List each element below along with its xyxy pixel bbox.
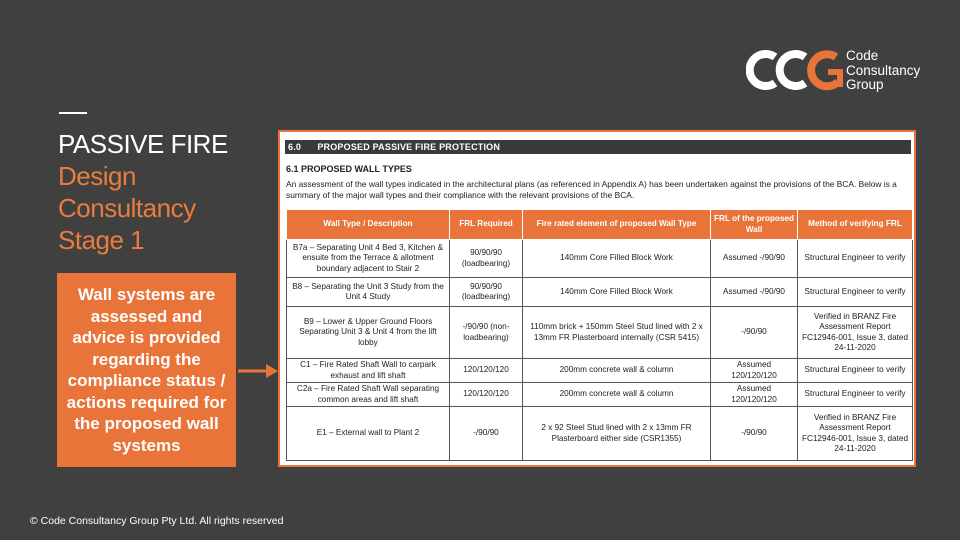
table-cell: 90/90/90 (loadbearing): [450, 240, 523, 278]
title-accent-line: [59, 112, 87, 114]
table-cell: -/90/90: [711, 407, 798, 461]
table-cell: 120/120/120: [450, 359, 523, 383]
header-frl-proposed: FRL of the proposed Wall: [711, 210, 798, 240]
wall-types-table: [286, 209, 913, 461]
table-cell: Structural Engineer to verify: [798, 278, 913, 307]
table-cell: -/90/90 (non-loadbearing): [450, 307, 523, 359]
intro-paragraph: An assessment of the wall types indicated in the architectural plans (as referenced in Appendix A) has been undertaken against the provisions of the BCA. Below is a summary of the major wall types and their compliance with the relevant provisions of the BCA.: [286, 179, 897, 200]
document-excerpt: [278, 130, 916, 467]
title-line-2: Design: [58, 161, 136, 191]
table-cell: B8 – Separating the Unit 3 Study from the Unit 4 Study: [287, 278, 450, 307]
table-cell: Verified in BRANZ Fire Assessment Report FC12946-001, Issue 3, dated 24-11-2020: [798, 407, 913, 461]
table-cell: B9 – Lower & Upper Ground Floors Separating Unit 3 & Unit 4 from the lift lobby: [287, 307, 450, 359]
table-row: [287, 307, 913, 359]
table-cell: C1 – Fire Rated Shaft Wall to carpark exhaust and lift shaft: [287, 359, 450, 383]
footer-copyright: © Code Consultancy Group Pty Ltd. All rights reserved: [30, 515, 284, 527]
sub-heading: 6.1 PROPOSED WALL TYPES: [286, 164, 412, 174]
table-row: [287, 240, 913, 278]
callout-box: [57, 273, 236, 467]
arrow-right-icon: [238, 364, 278, 378]
table-row: [287, 359, 913, 383]
table-cell: 2 x 92 Steel Stud lined with 2 x 13mm FR Plasterboard either side (CSR1355): [523, 407, 711, 461]
table-cell: Assumed -/90/90: [711, 240, 798, 278]
table-cell: Verified in BRANZ Fire Assessment Report FC12946-001, Issue 3, dated 24-11-2020: [798, 307, 913, 359]
table-cell: B7a – Separating Unit 4 Bed 3, Kitchen & ensuite from the Terrace & allotment boundary adjacent to Stair 2: [287, 240, 450, 278]
table-cell: 110mm brick + 150mm Steel Stud lined with 2 x 13mm FR Plasterboard internally (CSR 5415): [523, 307, 711, 359]
header-fire-element: Fire rated element of proposed Wall Type: [523, 210, 711, 240]
table-cell: Structural Engineer to verify: [798, 359, 913, 383]
title-line-1: PASSIVE FIRE: [58, 129, 228, 159]
section-heading: 6.0 PROPOSED PASSIVE FIRE PROTECTION: [288, 142, 501, 152]
table-cell: -/90/90: [711, 307, 798, 359]
table-cell: Structural Engineer to verify: [798, 383, 913, 407]
table-cell: -/90/90: [450, 407, 523, 461]
slide-title: [58, 128, 228, 256]
table-cell: 200mm concrete wall & column: [523, 383, 711, 407]
table-cell: 140mm Core Filled Block Work: [523, 278, 711, 307]
title-line-3: Consultancy: [58, 193, 196, 223]
header-method: Method of verifying FRL: [798, 210, 913, 240]
table-header-row: [287, 210, 913, 240]
table-cell: 120/120/120: [450, 383, 523, 407]
table-cell: 90/90/90 (loadbearing): [450, 278, 523, 307]
table-cell: E1 – External wall to Plant 2: [287, 407, 450, 461]
header-frl-required: FRL Required: [450, 210, 523, 240]
header-wall-type: Wall Type / Description: [287, 210, 450, 240]
title-line-4: Stage 1: [58, 225, 145, 255]
table-cell: 200mm concrete wall & column: [523, 359, 711, 383]
table-cell: Assumed 120/120/120: [711, 383, 798, 407]
table-row: [287, 278, 913, 307]
table-row: [287, 383, 913, 407]
table-cell: Assumed 120/120/120: [711, 359, 798, 383]
table-row: [287, 407, 913, 461]
callout-text: Wall systems are assessed and advice is provided regarding the compliance status / actions required for the proposed wall systems: [66, 285, 227, 455]
table-cell: Assumed -/90/90: [711, 278, 798, 307]
table-cell: C2a – Fire Rated Shaft Wall separating common areas and lift shaft: [287, 383, 450, 407]
table-cell: Structural Engineer to verify: [798, 240, 913, 278]
logo-company-name: Code Consultancy Group: [846, 48, 921, 92]
table-cell: 140mm Core Filled Block Work: [523, 240, 711, 278]
